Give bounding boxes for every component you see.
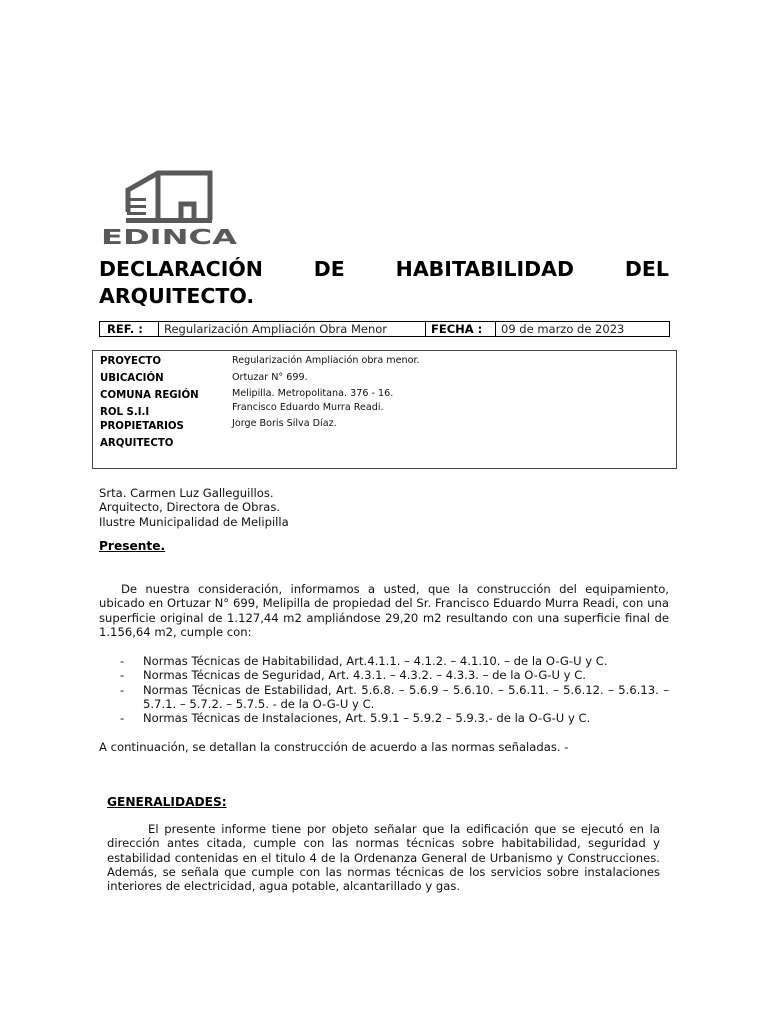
continuation-sentence: A continuación, se detallan la construcción de acuerdo a las normas señaladas. -	[99, 740, 569, 754]
info-label-propietarios: PROPIETARIOS	[100, 421, 184, 432]
list-item	[99, 668, 669, 682]
ref-value: Regularización Ampliación Obra Menor	[159, 322, 426, 336]
recipient-name: Srta. Carmen Luz Galleguillos.	[99, 486, 274, 500]
logo-text: EDINCA	[101, 225, 238, 246]
info-value-ubicacion: Ortuzar N° 699.	[232, 372, 308, 383]
recipient-institution: Ilustre Municipalidad de Melipilla	[99, 514, 289, 529]
norm-text: Normas Técnicas de Estabilidad, Art. 5.6.8. – 5.6.9 – 5.6.10. – 5.6.11. – 5.6.12. – 5.6.13. – 5.7.1. – 5.7.2. – 5.7.5. - de la O-G-U y C.	[143, 682, 669, 711]
norm-text: Normas Técnicas de Instalaciones, Art. 5.9.1 – 5.9.2 – 5.9.3.- de la O-G-U y C.	[143, 711, 591, 726]
project-info-box	[92, 350, 677, 469]
title-line-2: ARQUITECTO.	[99, 284, 255, 308]
salutation: Presente.	[99, 539, 166, 553]
document-title	[99, 256, 669, 310]
norm-text: Normas Técnicas de Seguridad, Art. 4.3.1. – 4.3.2. – 4.3.3. – de la O-G-U y C.	[143, 668, 586, 683]
house-logo-icon	[98, 168, 242, 246]
info-value-arquitecto: Jorge Boris Silva Díaz.	[232, 418, 337, 429]
section-heading-generalidades: GENERALIDADES:	[107, 795, 227, 809]
norms-list	[99, 654, 669, 725]
norm-text: Normas Técnicas de Habitabilidad, Art.4.1.1. – 4.1.2. – 4.1.10. – de la O-G-U y C.	[143, 654, 608, 668]
list-item	[99, 654, 669, 668]
list-item	[99, 711, 669, 725]
info-label-rol-sii: ROL S.I.I	[100, 407, 150, 418]
recipient-block	[99, 486, 659, 529]
info-value-proyecto: Regularización Ampliación obra menor.	[232, 355, 420, 366]
bullet-dash: -	[120, 682, 125, 697]
bullet-dash: -	[120, 711, 125, 726]
info-value-comuna-rol: Melipilla. Metropolitana. 376 - 16.	[232, 388, 394, 399]
recipient-position: Arquitecto, Directora de Obras.	[99, 500, 281, 515]
info-label-ubicacion: UBICACIÓN	[100, 373, 164, 384]
info-label-proyecto: PROYECTO	[100, 356, 162, 367]
fecha-value: 09 de marzo de 2023	[501, 322, 625, 336]
info-value-propietarios: Francisco Eduardo Murra Readi.	[232, 402, 384, 413]
reference-bar	[99, 321, 670, 337]
bullet-dash: -	[120, 654, 125, 668]
fecha-label: FECHA :	[426, 322, 496, 336]
ref-label: REF. :	[100, 322, 159, 336]
info-label-arquitecto: ARQUITECTO	[100, 438, 174, 449]
company-logo	[98, 168, 242, 246]
generalidades-paragraph: El presente informe tiene por objeto señalar que la edificación que se ejecutó en la dirección antes citada, cumple con las normas técnicas sobre habitabilidad, seguridad y estabilidad contenidas en el titulo 4 de la Ordenanza General de Urbanismo y Construcciones. Además, se señala que cumple con las normas técnicas de los servicios sobre instalaciones interiores de electricidad, agua potable, alcantarillado y gas.	[107, 822, 660, 894]
intro-paragraph: De nuestra consideración, informamos a usted, que la construcción del equipamiento, ubicado en Ortuzar N° 699, Melipilla de propiedad del Sr. Francisco Eduardo Murra Readi, con una superficie original de 1.127,44 m2 ampliándose 29,20 m2 resultando con una superficie final de 1.156,64 m2, cumple con:	[99, 582, 669, 639]
title-line-1: DECLARACIÓN DE HABITABILIDAD DEL	[99, 257, 669, 281]
bullet-dash: -	[120, 668, 125, 683]
list-item	[99, 683, 669, 712]
info-label-comuna-region: COMUNA REGIÓN	[100, 390, 199, 401]
